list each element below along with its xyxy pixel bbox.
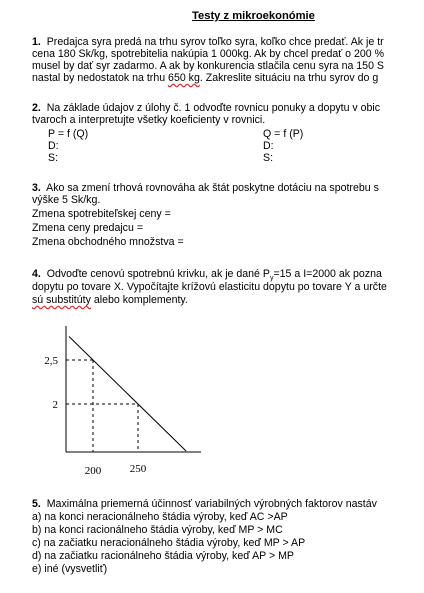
q2-text-1: Na základe údajov z úlohy č. 1 odvoďte rovnicu ponuky a dopytu v obic: [46, 102, 381, 114]
q1-line-3: musel by dať syr zadarmo. A ak by konkurencia stlačila cenu syra na 150 S: [32, 60, 384, 72]
q1-wavy-word: 650 kg: [168, 72, 200, 84]
q1-line-2: cena 180 Sk/kg, spotrebitelia nakúpia 1 000kg. Ak by chcel predať o 200 %: [32, 48, 385, 60]
q4-text-1b: =15 a I=2000 ak pozna: [273, 268, 382, 280]
q5-number: 5.: [32, 498, 41, 510]
q1-number: 1.: [32, 36, 41, 48]
q1-line-4-after: . Zakreslite situáciu na trhu syrov do g: [199, 72, 379, 84]
demand-graph: [36, 318, 206, 483]
q4-text-1a: Odvoďte cenovú spotrebnú krivku, ak je dané P: [46, 268, 270, 280]
q5-option-c: c) na začiatku neracionálneho štádia výroby, keď MP > AP: [32, 537, 306, 549]
q3-text-1: Ako sa zmení trhová rovnováha ak štát poskytne dotáciu na spotrebu s: [46, 182, 379, 194]
y-tick-label-1: 2,5: [44, 355, 58, 367]
q2-number: 2.: [32, 102, 41, 114]
q3-quantity: Zmena obchodného množstva =: [32, 236, 184, 248]
q1-line-4: [32, 72, 378, 84]
q5-option-d: d) na začiatku racionálneho štádia výroby, keď AP > MP: [32, 550, 294, 562]
page-title: Testy z mikroekonómie: [192, 10, 315, 22]
q5-option-b: b) na konci racionálneho štádia výroby, keď MP > MC: [32, 524, 283, 536]
y-tick-label-2: 2: [52, 399, 58, 411]
q2-right-s: S:: [263, 152, 274, 164]
q3-line-2: výške 5 Sk/kg.: [32, 194, 101, 206]
x-tick-label-2: 250: [129, 463, 147, 475]
q2-left-d: D:: [48, 140, 59, 152]
q4-number: 4.: [32, 268, 41, 280]
q4-line-3-after: alebo komplementy.: [90, 294, 188, 306]
q4-wavy-word: sú substitúty: [32, 294, 91, 306]
q1-line-4-before: nastal by nedostatok na trhu: [32, 72, 169, 84]
q3-seller-price: Zmena ceny predajcu =: [32, 222, 144, 234]
q4-line-3: [32, 294, 188, 306]
q5-option-e: e) iné (vysvetliť): [32, 563, 108, 575]
q3-line-1: [32, 182, 379, 194]
q5-line-1: [32, 498, 377, 510]
q1-line-1: [32, 36, 384, 48]
q1-text-1: Predajca syra predá na trhu syrov toľko syra, koľko chce predať. Ak je tr: [46, 36, 384, 48]
demand-line: [69, 337, 186, 451]
q4-line-2: dopytu po tovare X. Vypočítajte krížovú elasticitu dopytu po tovare Y a určte: [32, 281, 387, 293]
q3-number: 3.: [32, 182, 41, 194]
q5-text-1: Maximálna priemerná účinnosť variabilných výrobných faktorov nastáv: [46, 498, 377, 510]
q2-line-2: tvaroch a interpretujte všetky koeficienty v rovnici.: [32, 114, 266, 126]
q2-right-eq: Q = f (P): [263, 128, 304, 140]
q2-line-1: [32, 102, 380, 114]
q5-option-a: a) na konci neracionálneho štádia výroby, keď AC >AP: [32, 511, 288, 523]
q2-right-d: D:: [263, 140, 274, 152]
q4-subscript: y: [269, 275, 274, 283]
q2-left-eq: P = f (Q): [48, 128, 89, 140]
q3-consumer-price: Zmena spotrebiteľskej ceny =: [32, 208, 171, 220]
q2-left-s: S:: [48, 152, 59, 164]
x-tick-label-1: 200: [84, 465, 102, 477]
